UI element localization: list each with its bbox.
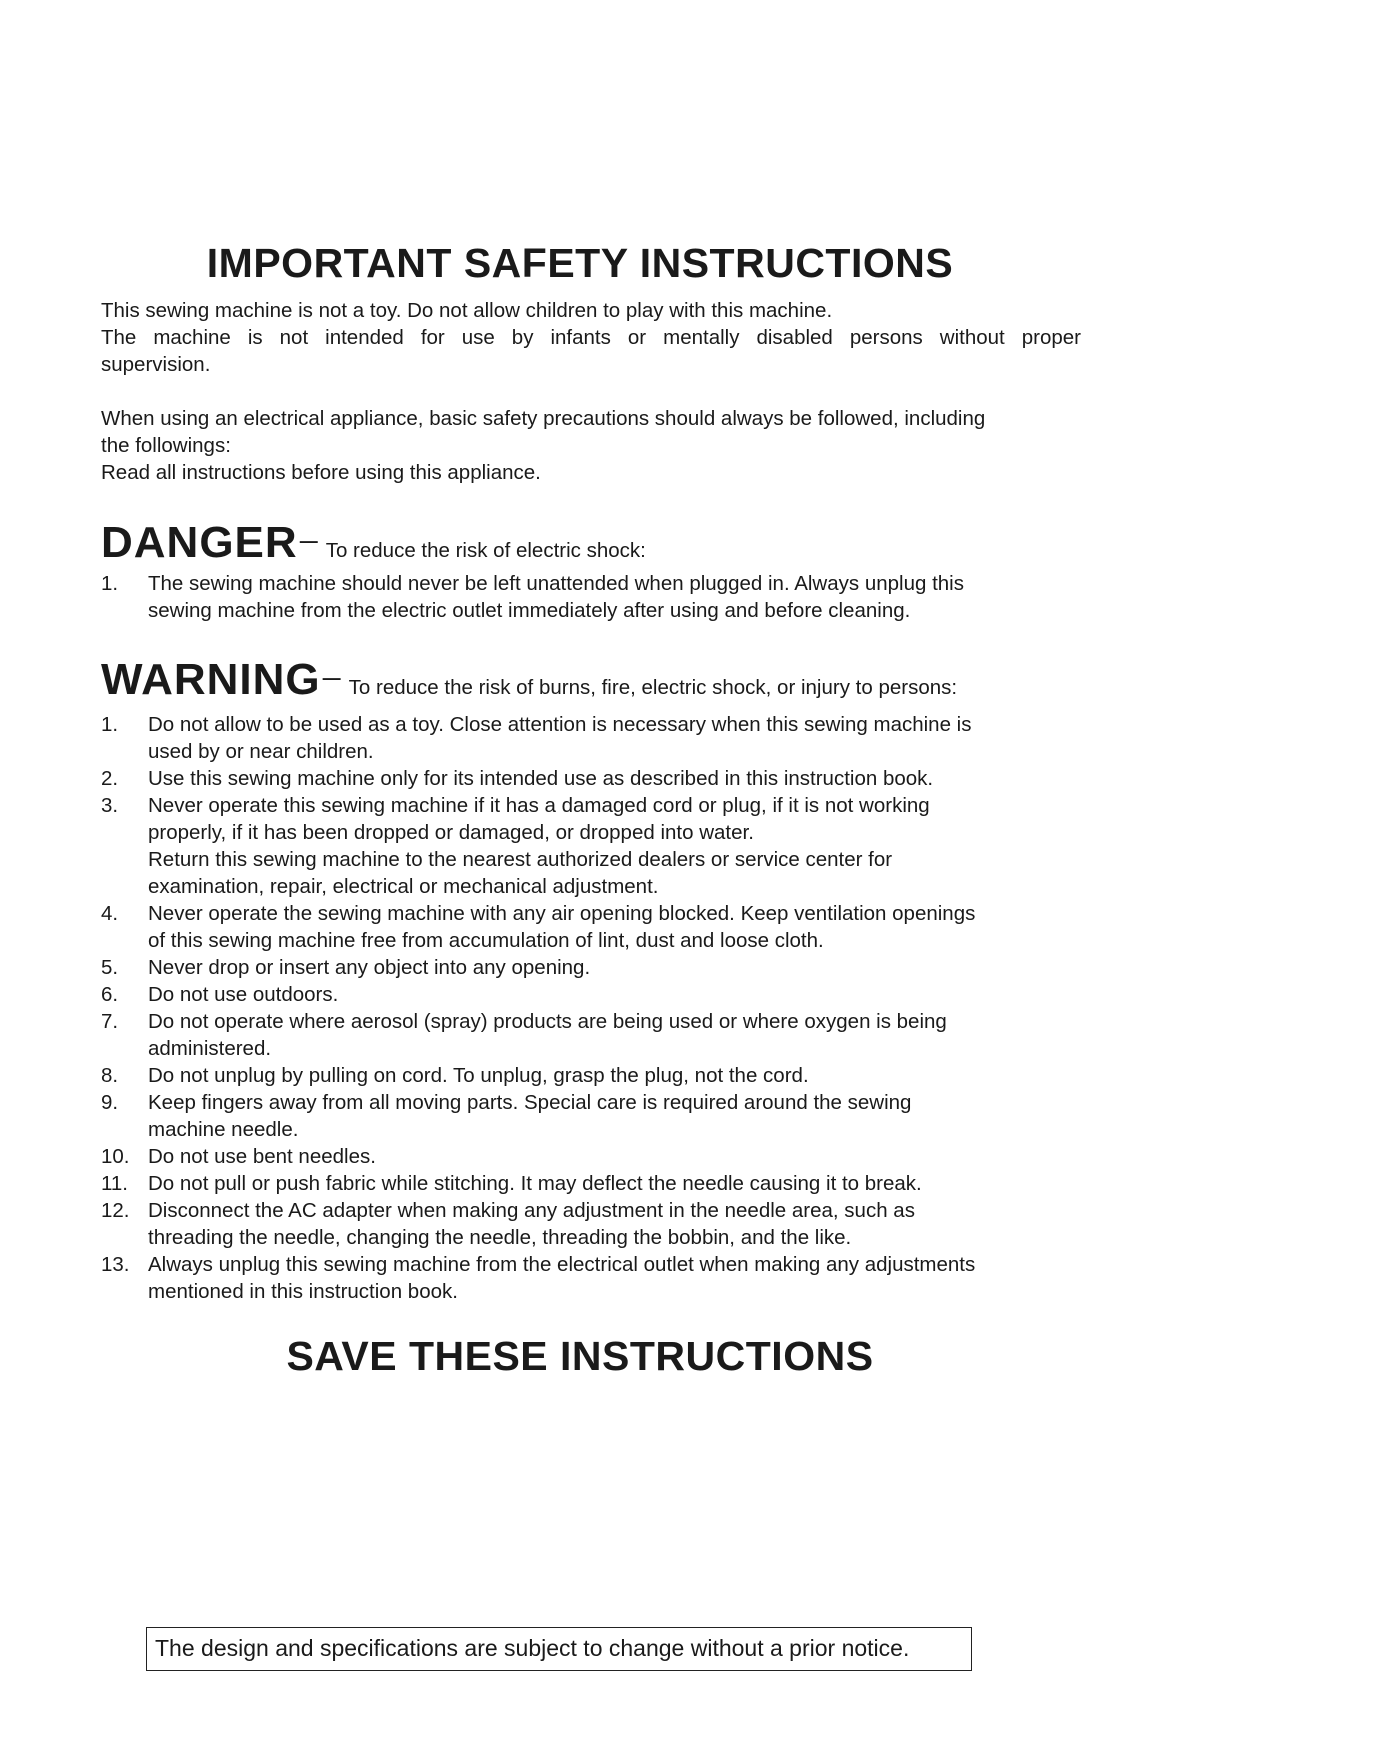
list-item-text: mentioned in this instruction book. (148, 1280, 458, 1303)
list-item-number: 4. (101, 902, 119, 925)
warning-heading (101, 655, 957, 705)
list-item (101, 954, 1081, 981)
warning-list (101, 711, 1081, 1305)
list-item-text: Do not use bent needles. (148, 1145, 376, 1168)
list-item-text: Keep fingers away from all moving parts. Special care is required around the sewing (148, 1091, 912, 1114)
danger-heading (101, 518, 646, 568)
list-item (101, 711, 1081, 765)
list-item (101, 981, 1081, 1008)
list-item-text: threading the needle, changing the needle, threading the bobbin, and the like. (148, 1226, 852, 1249)
warning-label: WARNING (101, 655, 321, 704)
list-item (101, 570, 1081, 624)
danger-label: DANGER (101, 518, 298, 567)
list-item-text: Return this sewing machine to the nearest authorized dealers or service center for (148, 848, 893, 871)
list-item-text: The sewing machine should never be left unattended when plugged in. Always unplug this (148, 572, 964, 595)
list-item-text: administered. (148, 1037, 272, 1060)
list-item (101, 1143, 1081, 1170)
list-item-number: 13. (101, 1253, 130, 1276)
intro-line: supervision. (101, 353, 211, 376)
intro-line: Read all instructions before using this appliance. (101, 461, 541, 484)
list-item-number: 2. (101, 767, 119, 790)
list-item-text: Disconnect the AC adapter when making any adjustment in the needle area, such as (148, 1199, 915, 1222)
list-item-number: 12. (101, 1199, 130, 1222)
list-item-number: 3. (101, 794, 119, 817)
list-item-number: 10. (101, 1145, 130, 1168)
save-instructions-title: SAVE THESE INSTRUCTIONS (286, 1333, 874, 1379)
list-item-text: Do not unplug by pulling on cord. To unplug, grasp the plug, not the cord. (148, 1064, 809, 1087)
list-item-text: Do not use outdoors. (148, 983, 339, 1006)
warning-dash: — (322, 668, 341, 688)
list-item-text: used by or near children. (148, 740, 374, 763)
list-item (101, 1170, 1081, 1197)
notice-box: The design and specifications are subject to change without a prior notice. (146, 1627, 972, 1671)
list-item-text: of this sewing machine free from accumulation of lint, dust and loose cloth. (148, 929, 824, 952)
warning-subtitle: To reduce the risk of burns, fire, electric shock, or injury to persons: (348, 676, 958, 699)
list-item (101, 1089, 1081, 1143)
list-item-text: examination, repair, electrical or mechanical adjustment. (148, 875, 659, 898)
list-item (101, 1008, 1081, 1062)
danger-dash: — (299, 531, 318, 551)
spacer (101, 378, 1081, 405)
list-item-text: Always unplug this sewing machine from the electrical outlet when making any adjustments (148, 1253, 976, 1276)
list-item-text: machine needle. (148, 1118, 299, 1141)
list-item-number: 6. (101, 983, 119, 1006)
list-item-text: Never drop or insert any object into any opening. (148, 956, 591, 979)
list-item-text: Never operate this sewing machine if it has a damaged cord or plug, if it is not working (148, 794, 930, 817)
list-item-text: Never operate the sewing machine with any air opening blocked. Keep ventilation openings (148, 902, 976, 925)
list-item-number: 9. (101, 1091, 119, 1114)
list-item-text: Do not allow to be used as a toy. Close attention is necessary when this sewing machine is (148, 713, 972, 736)
list-item-text: Do not pull or push fabric while stitching. It may deflect the needle causing it to break. (148, 1172, 922, 1195)
intro-line: This sewing machine is not a toy. Do not allow children to play with this machine. (101, 299, 833, 322)
intro-section (101, 297, 1081, 486)
list-item (101, 792, 1081, 900)
page-title: IMPORTANT SAFETY INSTRUCTIONS (206, 240, 954, 286)
list-item (101, 900, 1081, 954)
list-item (101, 1062, 1081, 1089)
list-item-number: 1. (101, 572, 119, 595)
danger-list (101, 570, 1081, 624)
danger-subtitle: To reduce the risk of electric shock: (325, 539, 646, 562)
list-item-text: properly, if it has been dropped or damaged, or dropped into water. (148, 821, 754, 844)
list-item-number: 8. (101, 1064, 119, 1087)
list-item-number: 7. (101, 1010, 119, 1033)
list-item-number: 11. (101, 1172, 128, 1195)
list-item-number: 1. (101, 713, 119, 736)
list-item (101, 1251, 1081, 1305)
intro-line: When using an electrical appliance, basic safety precautions should always be followed, including (101, 407, 986, 430)
list-item-text: Use this sewing machine only for its intended use as described in this instruction book. (148, 767, 934, 790)
intro-line: the followings: (101, 434, 231, 457)
list-item-text: Do not operate where aerosol (spray) products are being used or where oxygen is being (148, 1010, 947, 1033)
list-item (101, 1197, 1081, 1251)
list-item (101, 765, 1081, 792)
list-item-number: 5. (101, 956, 119, 979)
intro-line: The machine is not intended for use by infants or mentally disabled persons without proper (101, 326, 1081, 349)
list-item-text: sewing machine from the electric outlet immediately after using and before cleaning. (148, 599, 911, 622)
